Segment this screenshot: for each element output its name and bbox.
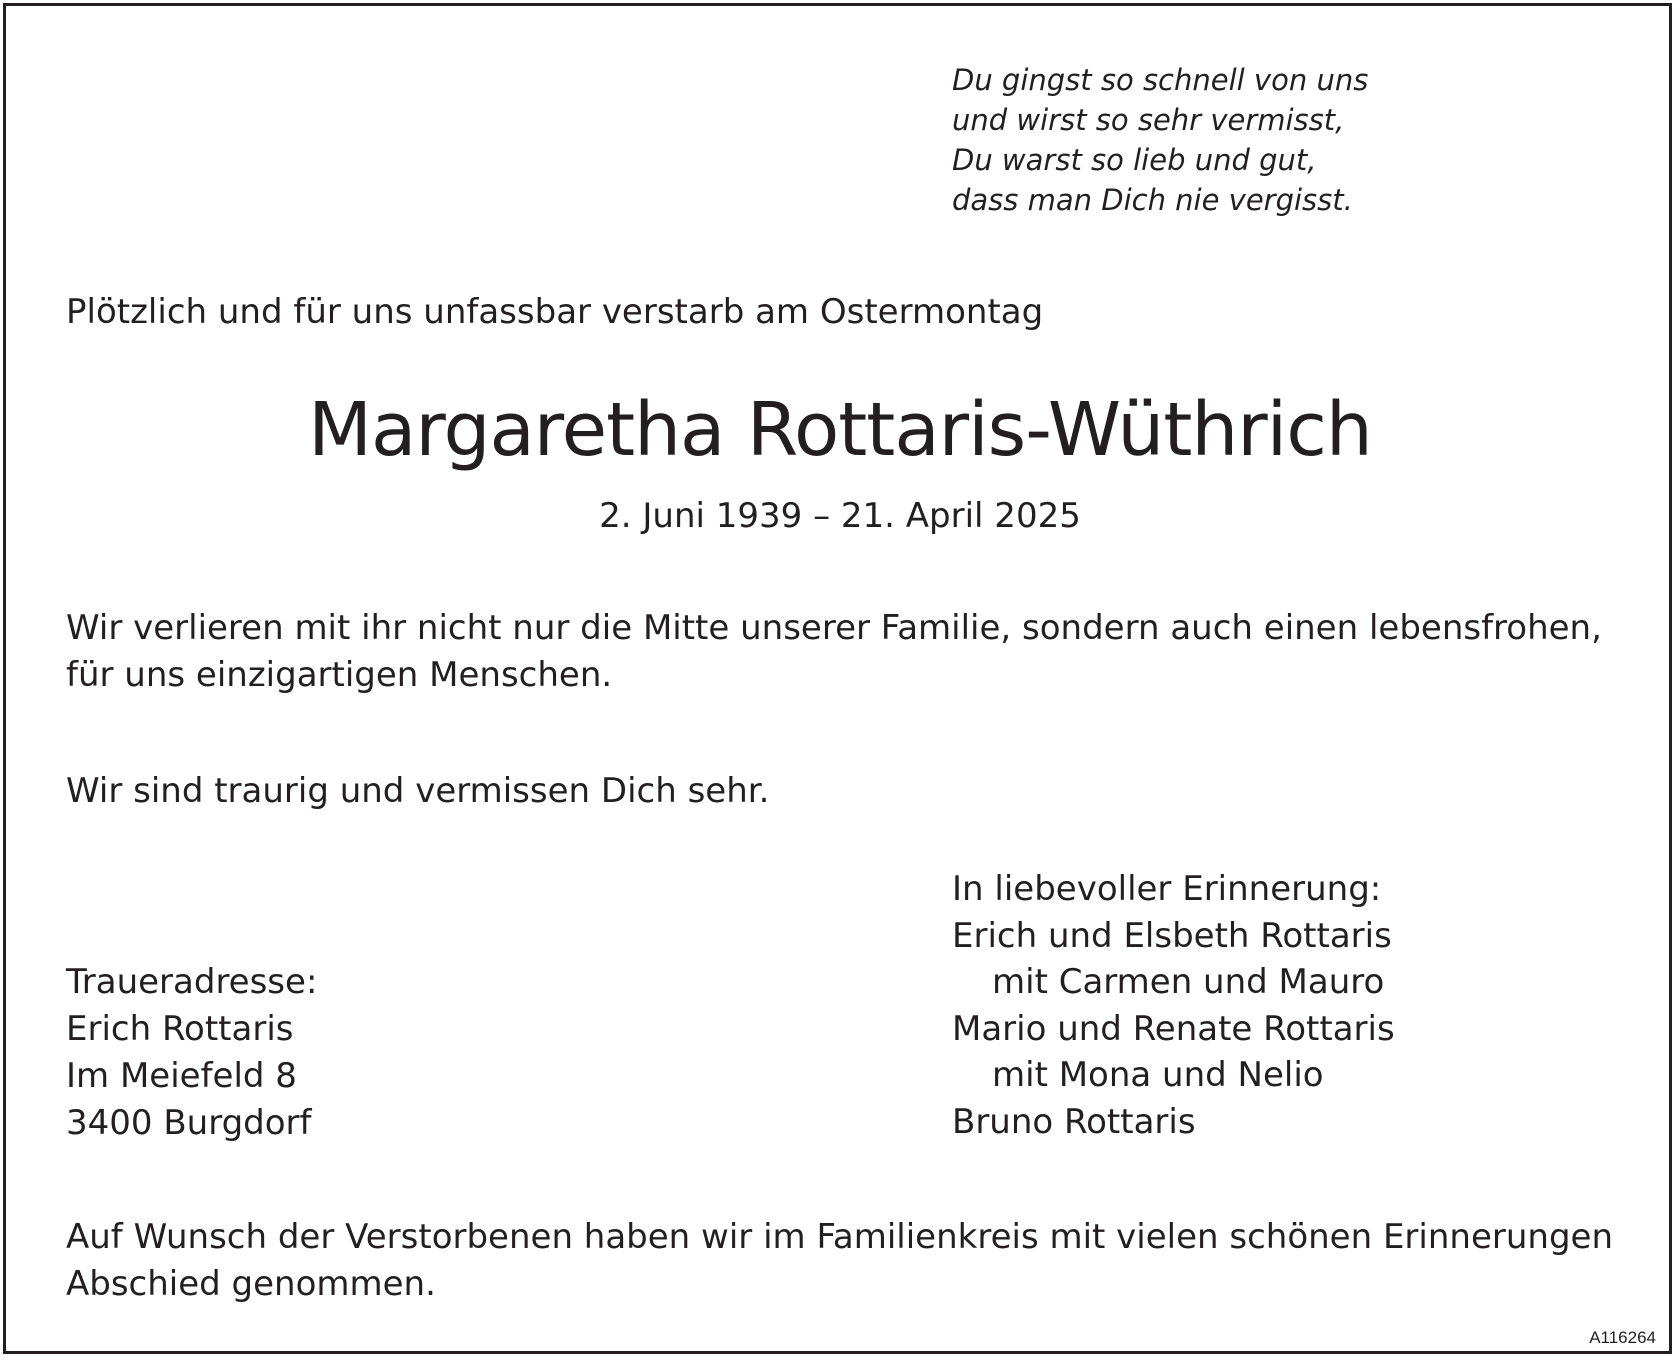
closing-line: Auf Wunsch der Verstorbenen haben wir im Familienkreis mit vielen schönen Erinnerungen bbox=[66, 1217, 1613, 1257]
address-street: Im Meiefeld 8 bbox=[66, 1056, 297, 1096]
address-label: Traueradresse: bbox=[66, 962, 318, 1002]
sentiment-text: Wir sind traurig und vermissen Dich sehr. bbox=[66, 771, 770, 811]
address-name: Erich Rottaris bbox=[66, 1009, 294, 1049]
life-dates: 2. Juni 1939 – 21. April 2025 bbox=[599, 496, 1081, 536]
family-line: Bruno Rottaris bbox=[952, 1101, 1196, 1142]
family-line: mit Mona und Nelio bbox=[992, 1055, 1324, 1095]
family-heading: In liebevoller Erinnerung: bbox=[952, 869, 1382, 909]
poem-line: Du gingst so schnell von uns bbox=[952, 63, 1369, 97]
message-line: Wir verlieren mit ihr nicht nur die Mitte unserer Familie, sondern auch einen lebensfrohen, bbox=[66, 608, 1602, 648]
poem-line: dass man Dich nie vergisst. bbox=[952, 183, 1353, 217]
message-line: für uns einzigartigen Menschen. bbox=[66, 655, 613, 695]
message-paragraph bbox=[66, 605, 1602, 699]
closing-paragraph bbox=[66, 1214, 1613, 1308]
poem-line: und wirst so sehr vermisst, bbox=[952, 103, 1345, 137]
intro-text: Plötzlich und für uns unfassbar verstarb am Ostermontag bbox=[66, 292, 1044, 332]
family-signatures bbox=[952, 866, 1395, 1145]
address-city: 3400 Burgdorf bbox=[66, 1103, 312, 1143]
family-line: Erich und Elsbeth Rottaris bbox=[952, 915, 1392, 956]
family-line: Mario und Renate Rottaris bbox=[952, 1008, 1395, 1049]
family-line: mit Carmen und Mauro bbox=[992, 962, 1385, 1002]
reference-number: A116264 bbox=[1589, 1328, 1656, 1347]
mourning-address bbox=[66, 959, 317, 1147]
closing-line: Abschied genommen. bbox=[66, 1264, 436, 1304]
poem-line: Du warst so lieb und gut, bbox=[952, 143, 1317, 177]
deceased-name: Margaretha Rottaris-Wüthrich bbox=[308, 387, 1372, 473]
poem-block bbox=[952, 60, 1368, 220]
